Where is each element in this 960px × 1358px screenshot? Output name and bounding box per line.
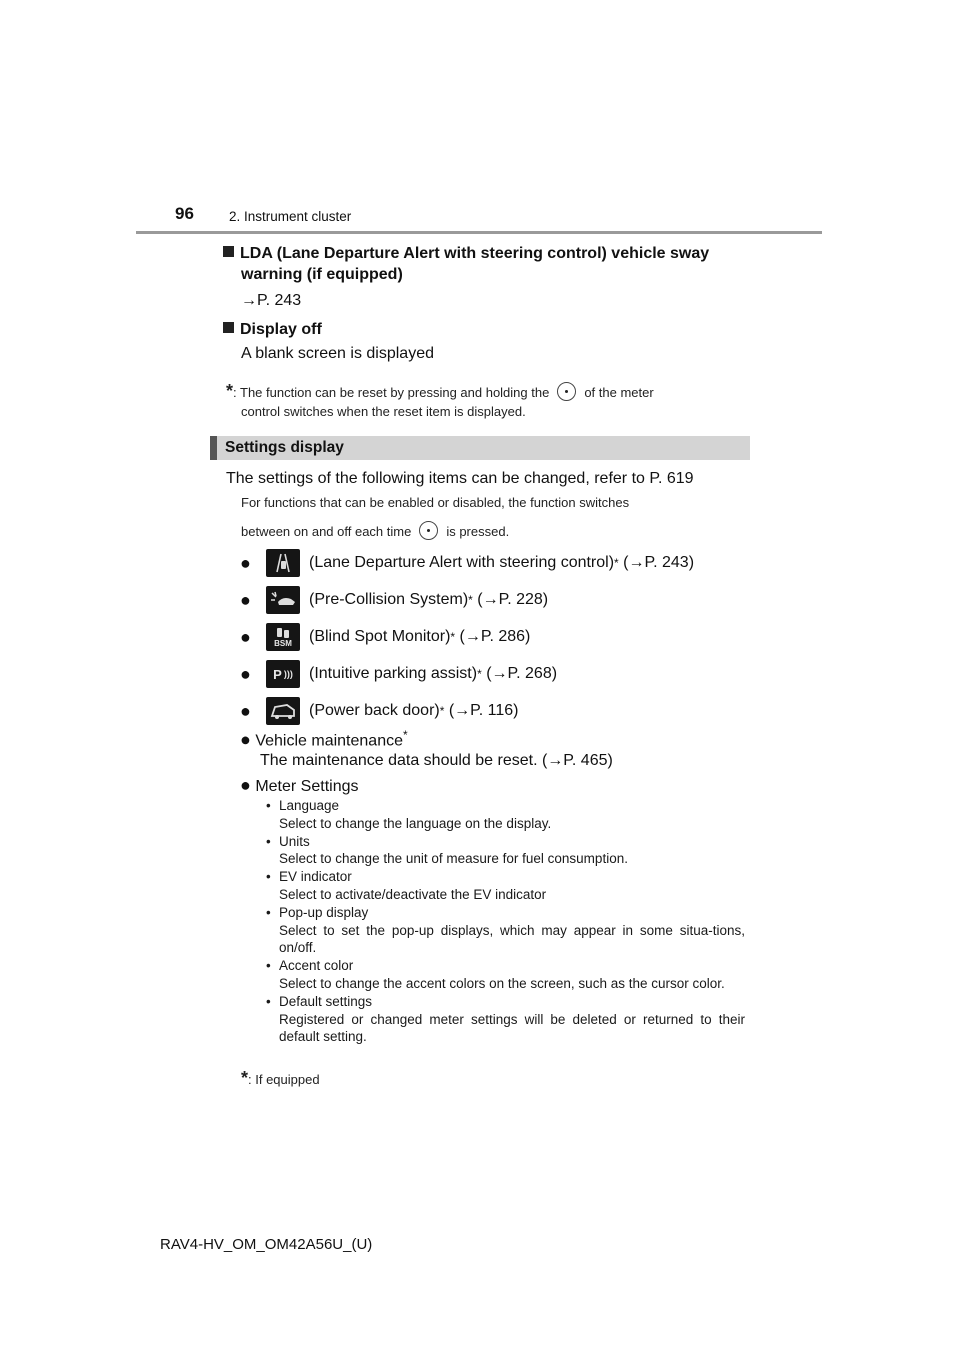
bullet-icon: ● [240, 589, 251, 610]
meter-control-button-icon [557, 382, 576, 401]
reset-note-line2: control switches when the reset item is displayed. [241, 404, 526, 419]
meter-setting-accent-color: • Accent color [266, 957, 745, 975]
meter-setting-popup-display: • Pop-up display [266, 904, 745, 922]
lane-departure-alert-icon [266, 549, 300, 577]
header-rule [136, 231, 822, 234]
list-item-power-back-door: ● (Power back door) * (→P. 116) [240, 696, 519, 726]
meter-settings-label: ● Meter Settings [240, 775, 359, 795]
bullet-icon: ● [240, 729, 251, 750]
settings-intro: The settings of the following items can be changed, refer to P. 619 [226, 470, 694, 487]
display-off-text: A blank screen is displayed [241, 345, 434, 362]
meter-setting-popup-display-desc: Select to set the pop-up displays, which may appear in some situa-tions, on/off. [279, 922, 745, 956]
section-title: 2. Instrument cluster [229, 209, 352, 224]
bullet-icon: ● [240, 700, 251, 721]
square-bullet-icon [223, 246, 234, 257]
lda-heading-line2: warning (if equipped) [241, 266, 403, 283]
list-item-pcs: ● (Pre-Collision System) * (→P. 228) [240, 585, 548, 615]
bullet-icon: ● [240, 552, 251, 573]
power-back-door-icon [266, 697, 300, 725]
meter-setting-units-desc: Select to change the unit of measure for fuel consumption. [279, 851, 628, 867]
list-item-parking-assist: ● P ))) (Intuitive parking assist) * (→P. 268) [240, 659, 557, 689]
bullet-icon: ● [240, 626, 251, 647]
footnote: *: If equipped [241, 1068, 320, 1088]
lda-reference: →P. 243 [241, 292, 302, 309]
meter-setting-units: • Units [266, 833, 745, 851]
pre-collision-icon [266, 586, 300, 614]
settings-display-header: Settings display [210, 436, 750, 460]
blind-spot-monitor-icon: BSM [266, 623, 300, 651]
settings-sub-line1: For functions that can be enabled or disabled, the function switches [241, 495, 630, 510]
document-code: RAV4-HV_OM_OM42A56U_(U) [160, 1236, 373, 1253]
meter-setting-language-desc: Select to change the language on the display. [279, 815, 552, 831]
list-item-lda: ● (Lane Departure Alert with steering control) * (→P. 243) [240, 548, 694, 578]
meter-control-button-icon [419, 521, 438, 540]
vehicle-maintenance-label: ● Vehicle maintenance* [240, 728, 408, 750]
meter-setting-ev-indicator: • EV indicator [266, 868, 745, 886]
reset-note: *: The function can be reset by pressing and holding the of the meter [226, 381, 654, 401]
parking-assist-icon: P ))) [266, 660, 300, 688]
page-number: 96 [175, 204, 194, 223]
lda-heading: LDA (Lane Departure Alert with steering control) vehicle sway [223, 243, 753, 264]
meter-setting-ev-indicator-desc: Select to activate/deactivate the EV indicator [279, 886, 547, 902]
meter-setting-default-settings-desc: Registered or changed meter settings will be deleted or returned to their default setting. [279, 1011, 745, 1045]
settings-sub-line2: between on and off each time is pressed. [241, 521, 509, 540]
bullet-icon: ● [240, 663, 251, 684]
meter-setting-default-settings: • Default settings [266, 993, 745, 1011]
meter-setting-accent-color-desc: Select to change the accent colors on the screen, such as the cursor color. [279, 975, 725, 991]
square-bullet-icon [223, 322, 234, 333]
list-item-bsm: ● BSM (Blind Spot Monitor) * (→P. 286) [240, 622, 530, 652]
vehicle-maintenance-text: The maintenance data should be reset. (→P. 465) [260, 752, 613, 769]
display-off-heading: Display off [223, 319, 322, 340]
meter-setting-language: • Language [266, 797, 745, 815]
meter-settings-list [266, 797, 745, 1046]
bullet-icon: ● [240, 775, 251, 795]
